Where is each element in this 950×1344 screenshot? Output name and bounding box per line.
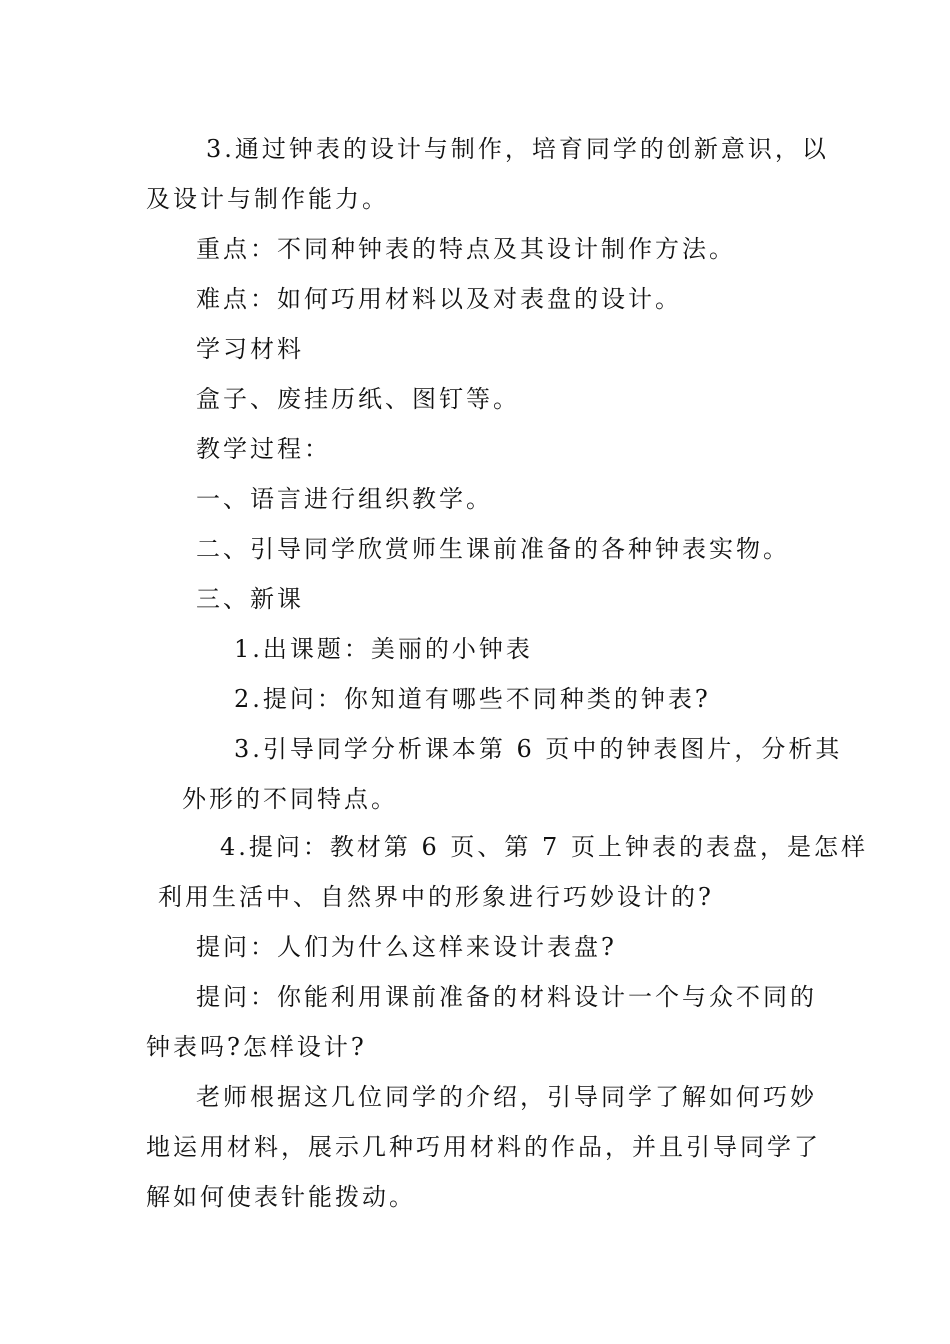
text-line-substep-3-cont: 外形的不同特点。 [182, 785, 398, 813]
text-line-key-point: 重点：不同种钟表的特点及其设计制作方法。 [196, 235, 736, 263]
text-line-question-1: 提问：人们为什么这样来设计表盘? [196, 933, 617, 961]
text-line-materials-heading: 学习材料 [196, 335, 304, 363]
text-line-teacher-3: 解如何使表针能拨动。 [146, 1183, 416, 1211]
text-line-substep-1: 1.出课题：美丽的小钟表 [234, 635, 533, 663]
text-line-question-2: 提问：你能利用课前准备的材料设计一个与众不同的 [196, 983, 817, 1011]
text-line-objective-3: 3.通过钟表的设计与制作，培育同学的创新意识，以 [206, 135, 829, 163]
text-line-substep-4: 4.提问：教材第 6 页、第 7 页上钟表的表盘，是怎样 [220, 833, 868, 861]
text-line-step-1: 一、语言进行组织教学。 [196, 485, 493, 513]
text-line-teacher-2: 地运用材料，展示几种巧用材料的作品，并且引导同学了 [146, 1133, 821, 1161]
text-line-teacher-1: 老师根据这几位同学的介绍，引导同学了解如何巧妙 [196, 1083, 817, 1111]
text-line-objective-3-cont: 及设计与制作能力。 [146, 185, 389, 213]
text-line-substep-3: 3.引导同学分析课本第 6 页中的钟表图片，分析其 [234, 735, 843, 763]
text-line-step-3: 三、新课 [196, 585, 304, 613]
text-line-difficulty: 难点：如何巧用材料以及对表盘的设计。 [196, 285, 682, 313]
text-line-question-2-cont: 钟表吗?怎样设计? [146, 1033, 367, 1061]
text-line-substep-4-cont: 利用生活中、自然界中的形象进行巧妙设计的? [158, 883, 714, 911]
text-line-process-heading: 教学过程： [196, 435, 331, 463]
text-line-step-2: 二、引导同学欣赏师生课前准备的各种钟表实物。 [196, 535, 790, 563]
text-line-materials-list: 盒子、废挂历纸、图钉等。 [196, 385, 520, 413]
text-line-substep-2: 2.提问：你知道有哪些不同种类的钟表? [234, 685, 711, 713]
